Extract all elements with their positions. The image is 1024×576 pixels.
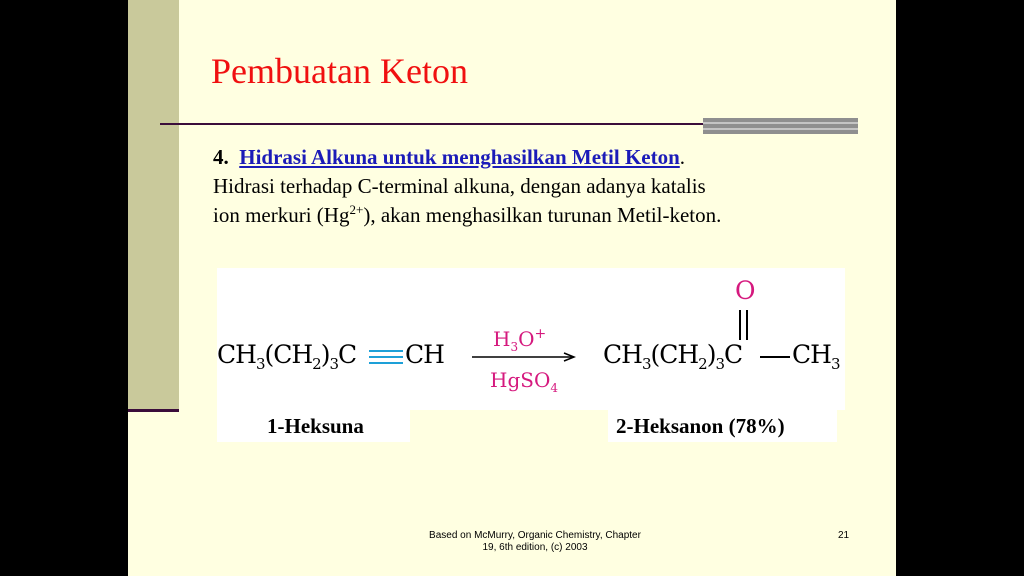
reactant-formula-left: $CH_3(CH_2)_3C$ xyxy=(217,340,357,373)
heading-line xyxy=(213,143,853,172)
reactant-name: 1-Heksuna xyxy=(217,410,410,442)
single-bond-icon xyxy=(760,356,790,358)
carbonyl-double-bond-icon xyxy=(739,310,748,340)
reaction-arrow-icon xyxy=(472,352,576,362)
slide-title: Pembuatan Keton xyxy=(211,51,468,91)
body-line-2: Hidrasi terhadap C-terminal alkuna, dengan adanya katalis xyxy=(213,174,706,198)
product-name: 2-Heksanon (78%) xyxy=(608,410,837,442)
sidebar-rule xyxy=(128,409,179,412)
sidebar-stripe xyxy=(128,0,179,412)
reaction-scheme xyxy=(217,268,845,410)
reactant-formula-right: CH xyxy=(405,340,444,369)
body-line-3: ion merkuri $(Hg^{2+})$, akan menghasilkan turunan Metil-keton. xyxy=(213,202,722,227)
page-number: 21 xyxy=(838,530,850,541)
title-decoration-bar xyxy=(703,118,858,134)
reagent-acid: $H_3O^+$ xyxy=(493,326,547,354)
footer-line-1: Based on McMurry, Organic Chemistry, Chapter xyxy=(429,530,641,541)
footer-citation xyxy=(420,530,650,554)
product-formula-left: $CH_3(CH_2)_3C$ xyxy=(603,340,743,373)
footer-line-2: 19, 6th edition, (c) 2003 xyxy=(482,542,588,553)
heading-link[interactable]: Hidrasi Alkuna untuk menghasilkan Metil Keton xyxy=(239,145,680,169)
product-oxygen: O xyxy=(735,276,756,305)
triple-bond-icon xyxy=(369,350,403,364)
product-formula-right: $CH_3$ xyxy=(792,340,840,373)
heading-period: . xyxy=(679,145,686,169)
reagent-catalyst: HgSO$_4$ xyxy=(490,368,558,395)
body-text xyxy=(213,143,853,232)
heading-number: 4. xyxy=(213,145,229,169)
title-underline xyxy=(160,123,705,125)
